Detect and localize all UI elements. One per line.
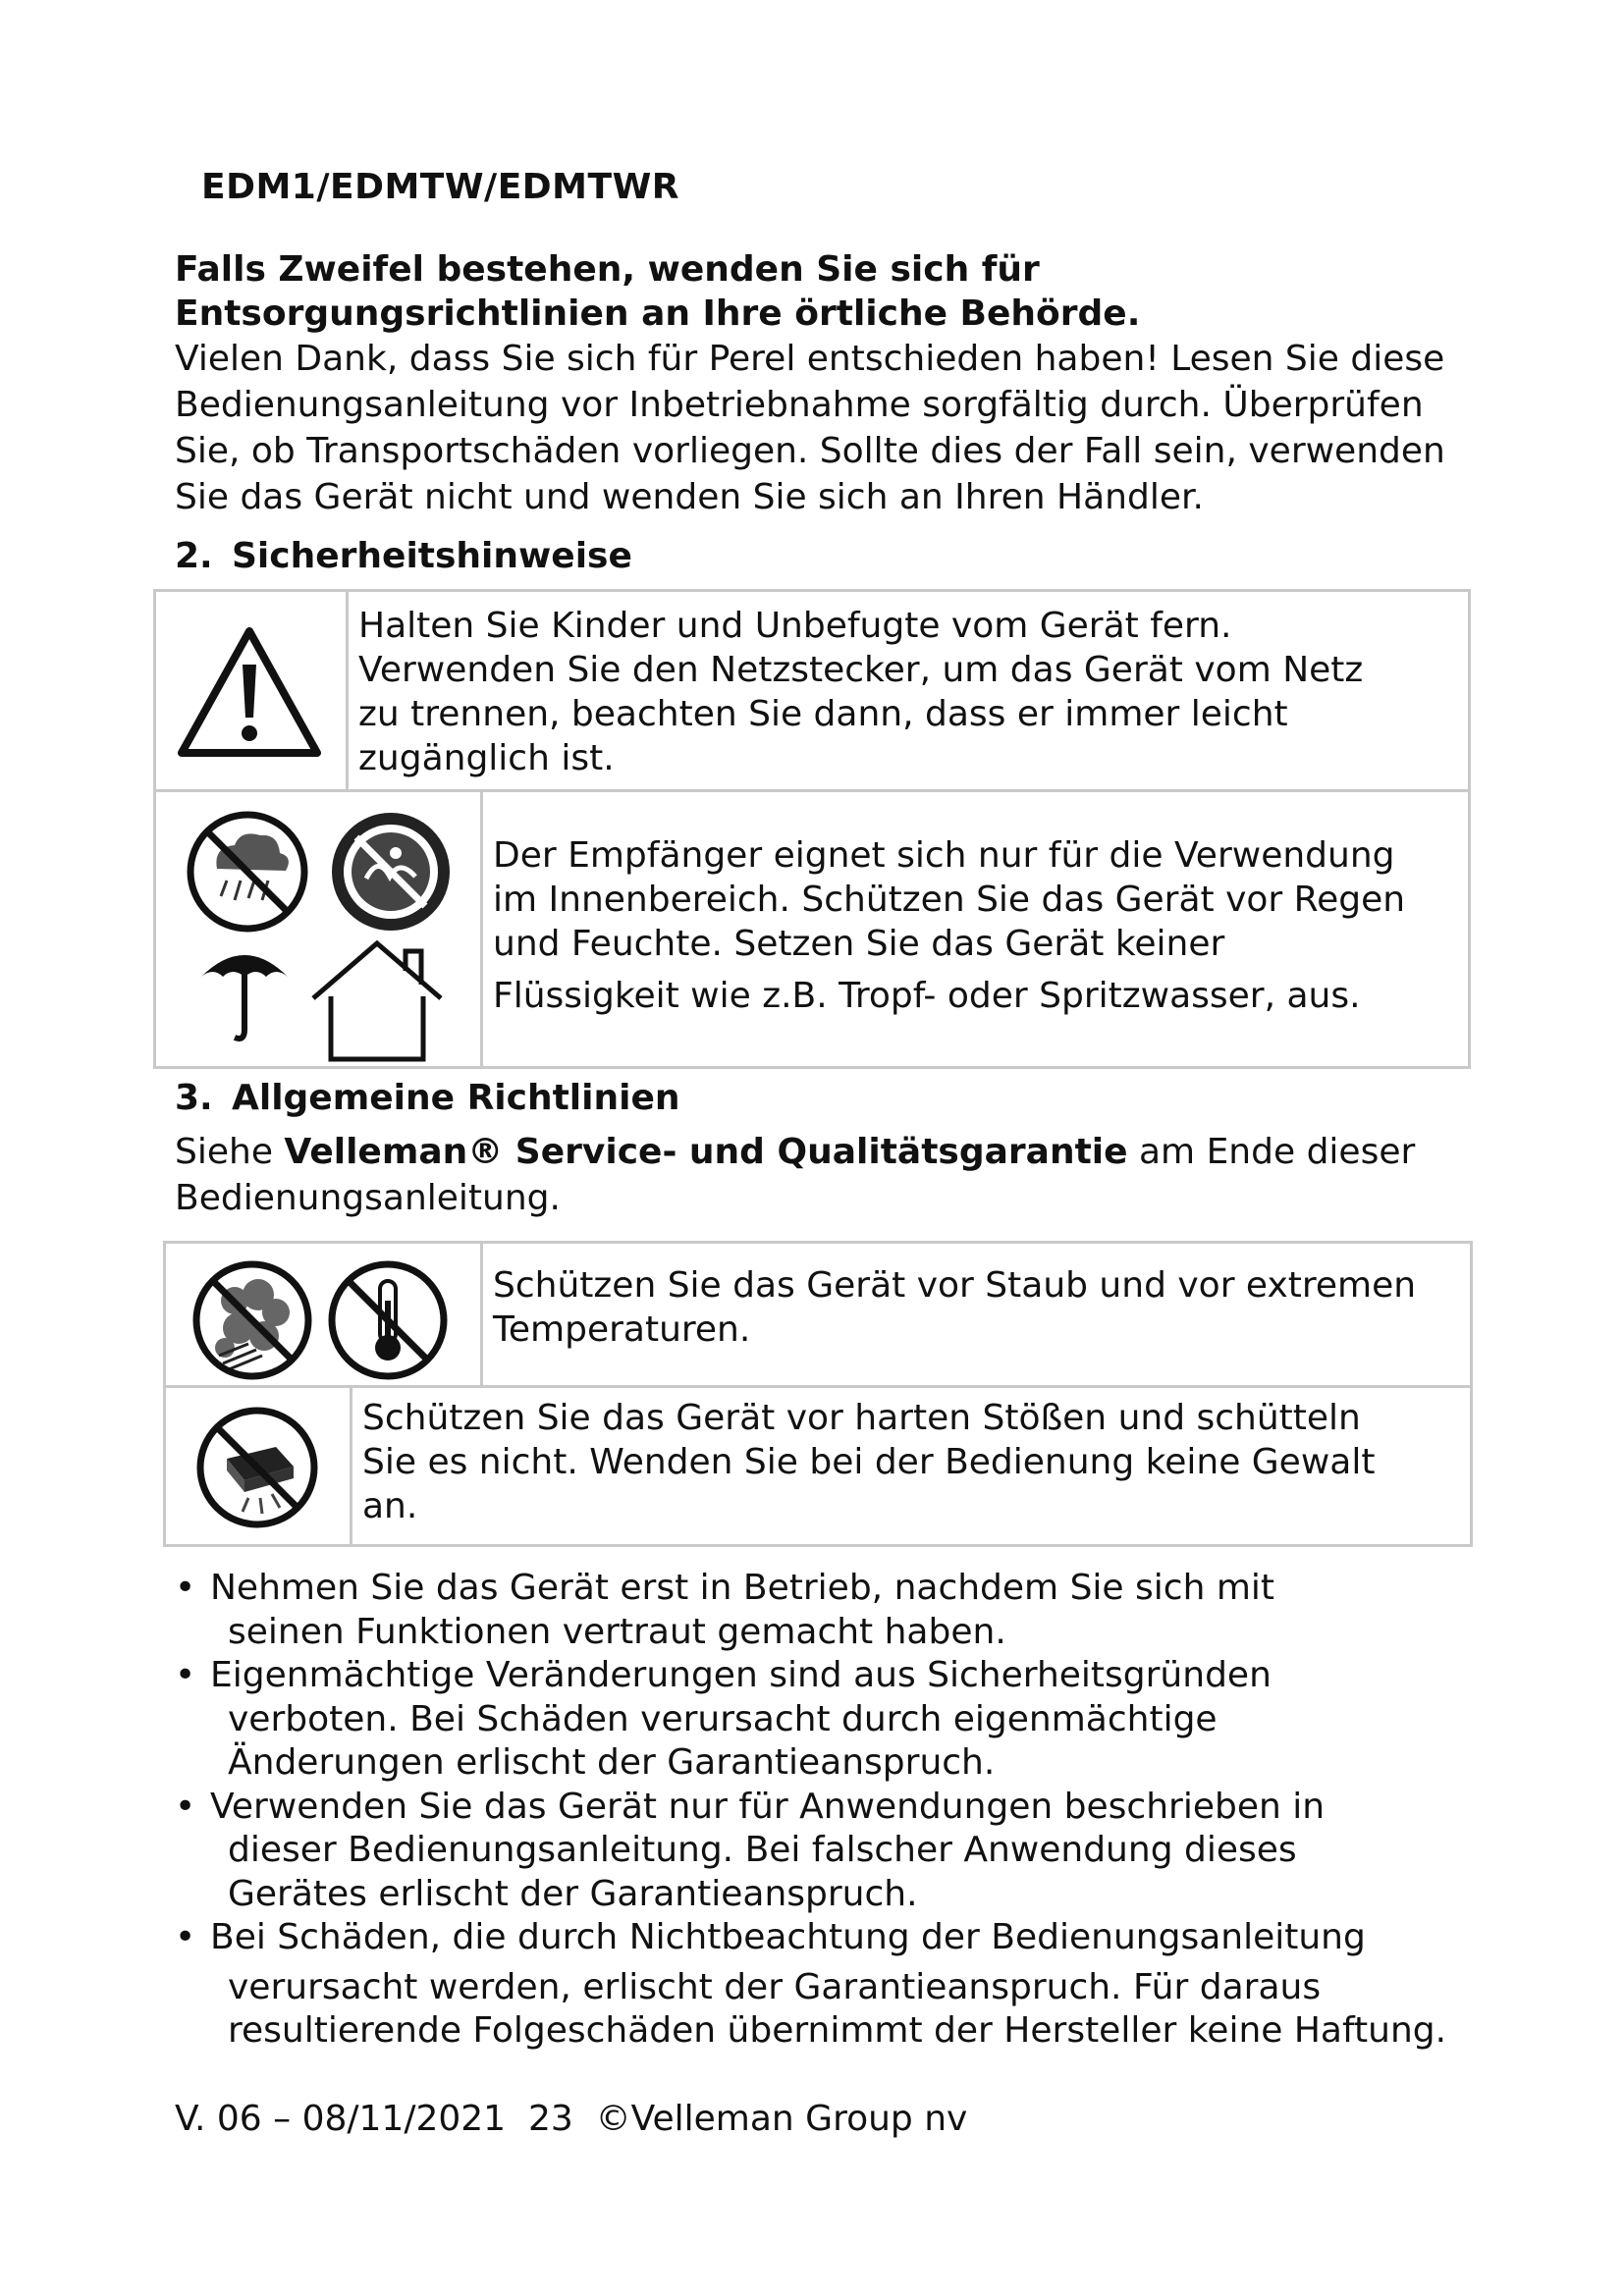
- intro-line: Bedienungsanleitung vor Inbetriebnahme sorgfältig durch. Überprüfen: [175, 385, 1424, 425]
- no-rain-icon: [184, 808, 311, 935]
- box-line: Flüssigkeit wie z.B. Tropf- oder Spritzwasser, aus.: [493, 976, 1361, 1016]
- icon-cell: [156, 592, 349, 789]
- disposal-notice-line: Entsorgungsrichtlinien an Ihre örtliche Behörde.: [175, 294, 1141, 334]
- disposal-notice-line: Falls Zweifel bestehen, wenden Sie sich für: [175, 249, 1040, 290]
- box-line: Schützen Sie das Gerät vor harten Stößen und schütteln: [362, 1398, 1361, 1438]
- safety-box-impact: [163, 1385, 1473, 1547]
- general-guidelines-list: [167, 1567, 1561, 2054]
- bullet-dot-icon: •: [175, 1568, 196, 1608]
- no-dust-icon: [189, 1257, 315, 1383]
- box-line: im Innenbereich. Schützen Sie das Gerät vor Regen: [493, 880, 1406, 920]
- ref-prefix: Siehe: [175, 1132, 285, 1172]
- no-impact-icon: [193, 1404, 321, 1531]
- list-item: [167, 1916, 1561, 2054]
- bullet-dot-icon: •: [175, 1655, 196, 1695]
- icon-cell: [166, 1388, 352, 1544]
- icon-cell: [166, 1244, 483, 1385]
- intro-line: Sie, ob Transportschäden vorliegen. Sollte dies der Fall sein, verwenden: [175, 431, 1445, 471]
- safety-box-children: [153, 589, 1471, 792]
- intro-line: Sie das Gerät nicht und wenden Sie sich an Ihren Händler.: [175, 477, 1204, 517]
- box-line: Der Empfänger eignet sich nur für die Verwendung: [493, 835, 1395, 876]
- section-heading-safety: [175, 536, 632, 576]
- disposal-notice: [175, 247, 1549, 336]
- footer-page-number: 23: [527, 2099, 573, 2139]
- box-line: Sie es nicht. Wenden Sie bei der Bedienung keine Gewalt: [362, 1442, 1376, 1482]
- box-line: Verwenden Sie den Netzstecker, um das Gerät vom Netz: [358, 650, 1364, 690]
- warranty-reference: [175, 1129, 1549, 1221]
- warranty-reference-line: Bedienungsanleitung.: [175, 1178, 561, 1218]
- list-item-line: Bei Schäden, die durch Nichtbeachtung der Bedienungsanleitung: [210, 1917, 1366, 1957]
- section-heading-general: [175, 1078, 680, 1118]
- no-extreme-temperature-icon: [325, 1257, 451, 1383]
- safety-box-indoor: [153, 789, 1471, 1069]
- list-item-line: Eigenmächtige Veränderungen sind aus Sicherheitsgründen: [210, 1655, 1272, 1695]
- warranty-reference-line: [175, 1129, 1549, 1175]
- model-header: EDM1/EDMTW/EDMTWR: [201, 167, 679, 207]
- umbrella-icon: [195, 939, 294, 1047]
- list-item-line: Verwenden Sie das Gerät nur für Anwendungen beschrieben in: [210, 1786, 1326, 1827]
- icon-cell: [156, 792, 483, 1066]
- section-number: 3.: [175, 1078, 213, 1118]
- safety-box-dust: [163, 1241, 1473, 1388]
- text-cell: [349, 592, 1468, 789]
- no-water-splash-icon: [327, 808, 455, 935]
- list-item-line: Nehmen Sie das Gerät erst in Betrieb, nachdem Sie sich mit: [210, 1568, 1275, 1608]
- box-line: Temperaturen.: [493, 1309, 751, 1350]
- box-line: zu trennen, beachten Sie dann, dass er immer leicht: [358, 694, 1288, 734]
- intro-paragraph: [175, 336, 1549, 520]
- section-title: Allgemeine Richtlinien: [232, 1078, 680, 1118]
- intro-line: Vielen Dank, dass Sie sich für Perel entschieden haben! Lesen Sie diese: [175, 339, 1445, 379]
- text-cell: [352, 1388, 1470, 1544]
- ref-warranty-title: Velleman® Service- und Qualitätsgarantie: [284, 1132, 1128, 1172]
- list-item: [167, 1654, 1561, 1786]
- list-item-line: seinen Funktionen vertraut gemacht haben.: [228, 1611, 1006, 1652]
- bullet-dot-icon: •: [175, 1786, 196, 1827]
- warning-triangle-icon: [176, 623, 323, 761]
- page-footer: [175, 2099, 967, 2139]
- list-item-line: Gerätes erlischt der Garantieanspruch.: [228, 1873, 918, 1914]
- list-item-line: dieser Bedienungsanleitung. Bei falscher Anwendung dieses: [228, 1830, 1297, 1870]
- box-line: zugänglich ist.: [358, 738, 615, 778]
- footer-copyright: ©Velleman Group nv: [595, 2099, 968, 2139]
- box-line: Schützen Sie das Gerät vor Staub und vor extremen: [493, 1265, 1417, 1306]
- text-cell: [483, 1244, 1470, 1385]
- section-title: Sicherheitshinweise: [232, 536, 632, 576]
- list-item: [167, 1786, 1561, 1917]
- box-line: Halten Sie Kinder und Unbefugte vom Gerät fern.: [358, 606, 1232, 646]
- ref-suffix: am Ende dieser: [1127, 1132, 1416, 1172]
- section-number: 2.: [175, 536, 213, 576]
- box-line: an.: [362, 1486, 418, 1526]
- list-item: [167, 1567, 1561, 1654]
- box-line: und Feuchte. Setzen Sie das Gerät keiner: [493, 924, 1225, 964]
- bullet-dot-icon: •: [175, 1917, 196, 1957]
- text-cell: [483, 792, 1468, 1066]
- list-item-line: verboten. Bei Schäden verursacht durch eigenmächtige: [228, 1698, 1218, 1739]
- list-item-line: verursacht werden, erlischt der Garantieanspruch. Für daraus: [228, 1966, 1322, 2007]
- indoor-house-icon: [303, 937, 451, 1065]
- footer-version: V. 06 – 08/11/2021: [175, 2099, 507, 2139]
- list-item-line: resultierende Folgeschäden übernimmt der Hersteller keine Haftung.: [228, 2010, 1447, 2051]
- list-item-line: Änderungen erlischt der Garantieanspruch.: [228, 1742, 996, 1783]
